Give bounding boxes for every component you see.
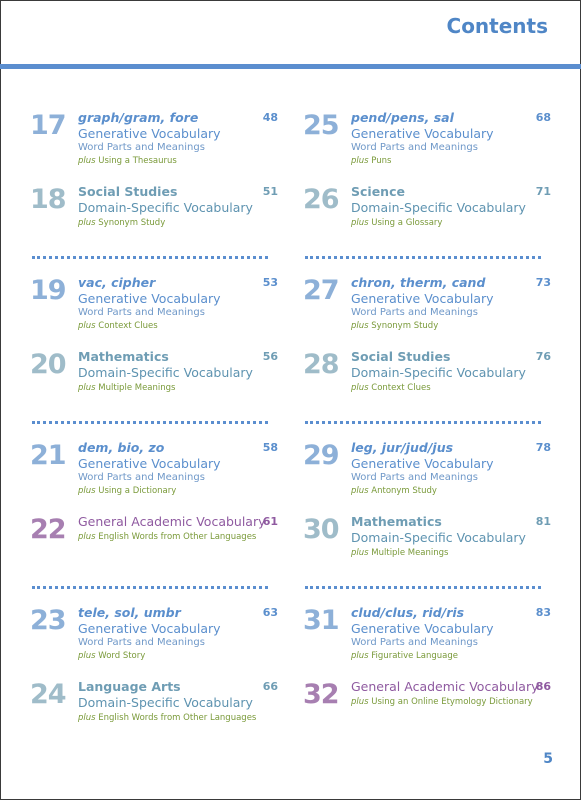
toc-entry[interactable] <box>303 603 553 677</box>
vocabulary-subtype: Word Parts and Meanings <box>351 142 478 153</box>
vocabulary-subtype: Word Parts and Meanings <box>78 637 205 648</box>
plus-topic: Multiple Meanings <box>371 548 449 558</box>
page-ref: 61 <box>262 515 278 528</box>
plus-line <box>351 546 541 560</box>
vocabulary-subtype: Word Parts and Meanings <box>78 142 205 153</box>
entry-body <box>78 184 268 230</box>
toc-entry[interactable] <box>303 677 553 751</box>
page-ref: 58 <box>262 441 278 454</box>
plus-label: plus <box>351 383 369 393</box>
entry-body <box>351 514 541 560</box>
page-ref: 53 <box>262 276 278 289</box>
plus-topic: Context Clues <box>371 383 431 393</box>
plus-line <box>351 154 541 168</box>
plus-line <box>78 216 268 230</box>
entry-body <box>351 110 541 168</box>
plus-line <box>351 484 541 498</box>
dotted-divider <box>305 586 541 603</box>
entry-body <box>78 275 268 333</box>
plus-topic: Antonym Study <box>371 486 437 496</box>
lesson-heading: tele, sol, umbr <box>78 605 181 620</box>
lesson-heading: dem, bio, zo <box>78 440 165 455</box>
lesson-number: 28 <box>303 349 339 380</box>
toc-entry[interactable] <box>30 677 280 751</box>
plus-line <box>351 319 541 333</box>
lesson-number: 24 <box>30 679 66 710</box>
vocabulary-type: Generative Vocabulary <box>351 126 494 141</box>
plus-label: plus <box>351 697 369 707</box>
dotted-divider <box>305 256 541 273</box>
plus-label: plus <box>351 651 369 661</box>
plus-topic: Synonym Study <box>98 218 166 228</box>
entry-body <box>78 514 268 544</box>
entry-body <box>78 110 268 168</box>
vocabulary-type: Domain-Specific Vocabulary <box>78 695 253 710</box>
lesson-heading: graph/gram, fore <box>78 110 199 125</box>
plus-label: plus <box>78 218 96 228</box>
page-title: Contents <box>446 14 548 38</box>
entry-body <box>78 679 268 725</box>
plus-line <box>351 381 541 395</box>
lesson-number: 32 <box>303 679 339 710</box>
plus-topic: Context Clues <box>98 321 158 331</box>
page-ref: 51 <box>262 185 278 198</box>
page-ref: 66 <box>262 680 278 693</box>
page-ref: 48 <box>262 111 278 124</box>
page-number: 5 <box>543 751 553 767</box>
plus-topic: English Words from Other Languages <box>98 713 257 723</box>
plus-topic: Puns <box>371 156 392 166</box>
toc-entry[interactable] <box>303 512 553 586</box>
plus-line <box>78 154 268 168</box>
page-ref: 78 <box>535 441 551 454</box>
vocabulary-type: Generative Vocabulary <box>351 456 494 471</box>
entry-body <box>351 275 541 333</box>
vocabulary-type: Generative Vocabulary <box>351 621 494 636</box>
lesson-heading: Language Arts <box>78 679 181 694</box>
vocabulary-subtype: Word Parts and Meanings <box>78 472 205 483</box>
vocabulary-subtype: Word Parts and Meanings <box>78 307 205 318</box>
lesson-number: 26 <box>303 184 339 215</box>
lesson-heading: General Academic Vocabulary <box>351 679 539 694</box>
page-ref: 68 <box>535 111 551 124</box>
plus-label: plus <box>351 486 369 496</box>
lesson-heading: Mathematics <box>351 514 442 529</box>
toc-entry[interactable] <box>30 603 280 677</box>
vocabulary-type: Domain-Specific Vocabulary <box>78 200 253 215</box>
toc-entry[interactable] <box>303 438 553 512</box>
plus-label: plus <box>78 532 96 542</box>
lesson-number: 19 <box>30 275 66 306</box>
lesson-number: 31 <box>303 605 339 636</box>
plus-line <box>78 530 268 544</box>
lesson-heading: chron, therm, cand <box>351 275 486 290</box>
plus-label: plus <box>78 321 96 331</box>
lesson-heading: Social Studies <box>78 184 178 199</box>
page-ref: 56 <box>262 350 278 363</box>
lesson-heading: General Academic Vocabulary <box>78 514 266 529</box>
toc-entry[interactable] <box>30 108 280 182</box>
vocabulary-type: Domain-Specific Vocabulary <box>78 365 253 380</box>
toc-entry[interactable] <box>30 512 280 586</box>
toc-entry[interactable] <box>30 347 280 421</box>
lesson-heading: vac, cipher <box>78 275 156 290</box>
lesson-number: 21 <box>30 440 66 471</box>
plus-line <box>78 381 268 395</box>
vocabulary-type: Domain-Specific Vocabulary <box>351 200 526 215</box>
page-ref: 71 <box>535 185 551 198</box>
page-ref: 73 <box>535 276 551 289</box>
plus-line <box>78 649 268 663</box>
entry-body <box>351 440 541 498</box>
plus-topic: Using an Online Etymology Dictionary <box>371 697 533 707</box>
toc-entry[interactable] <box>303 108 553 182</box>
page-ref: 63 <box>262 606 278 619</box>
dotted-divider <box>32 586 268 603</box>
plus-topic: Word Story <box>98 651 146 661</box>
entry-body <box>351 679 541 709</box>
plus-topic: Using a Thesaurus <box>98 156 177 166</box>
toc-entry[interactable] <box>30 182 280 256</box>
entry-body <box>351 349 541 395</box>
entry-body <box>351 184 541 230</box>
plus-line <box>78 711 268 725</box>
entry-body <box>78 605 268 663</box>
page-ref: 76 <box>535 350 551 363</box>
plus-label: plus <box>351 156 369 166</box>
lesson-number: 25 <box>303 110 339 141</box>
header-rule <box>0 64 581 69</box>
toc-entry[interactable] <box>30 273 280 347</box>
plus-label: plus <box>351 321 369 331</box>
plus-line <box>351 695 541 709</box>
lesson-number: 18 <box>30 184 66 215</box>
lesson-heading: Social Studies <box>351 349 451 364</box>
right-column <box>303 108 553 751</box>
vocabulary-subtype: Word Parts and Meanings <box>351 637 478 648</box>
lesson-heading: Mathematics <box>78 349 169 364</box>
plus-topic: Figurative Language <box>371 651 459 661</box>
page-ref: 86 <box>535 680 551 693</box>
plus-line <box>351 216 541 230</box>
vocabulary-type: Generative Vocabulary <box>78 621 221 636</box>
plus-line <box>78 484 268 498</box>
lesson-heading: Science <box>351 184 405 199</box>
lesson-heading: leg, jur/jud/jus <box>351 440 454 455</box>
plus-label: plus <box>78 383 96 393</box>
plus-label: plus <box>78 156 96 166</box>
vocabulary-type: Generative Vocabulary <box>78 126 221 141</box>
lesson-number: 22 <box>30 514 66 545</box>
lesson-heading: pend/pens, sal <box>351 110 454 125</box>
page-ref: 81 <box>535 515 551 528</box>
dotted-divider <box>32 421 268 438</box>
plus-topic: Using a Dictionary <box>98 486 177 496</box>
lesson-number: 20 <box>30 349 66 380</box>
vocabulary-subtype: Word Parts and Meanings <box>351 472 478 483</box>
lesson-number: 29 <box>303 440 339 471</box>
dotted-divider <box>32 256 268 273</box>
toc-entry[interactable] <box>303 182 553 256</box>
toc-entry[interactable] <box>303 273 553 347</box>
toc-entry[interactable] <box>303 347 553 421</box>
entry-body <box>78 440 268 498</box>
vocabulary-type: Generative Vocabulary <box>351 291 494 306</box>
lesson-number: 23 <box>30 605 66 636</box>
lesson-number: 27 <box>303 275 339 306</box>
vocabulary-type: Domain-Specific Vocabulary <box>351 530 526 545</box>
plus-label: plus <box>78 713 96 723</box>
plus-topic: Multiple Meanings <box>98 383 176 393</box>
vocabulary-type: Domain-Specific Vocabulary <box>351 365 526 380</box>
toc-entry[interactable] <box>30 438 280 512</box>
entry-body <box>351 605 541 663</box>
plus-label: plus <box>78 651 96 661</box>
plus-line <box>78 319 268 333</box>
page-ref: 83 <box>535 606 551 619</box>
plus-topic: Using a Glossary <box>371 218 443 228</box>
plus-topic: Synonym Study <box>371 321 439 331</box>
vocabulary-type: Generative Vocabulary <box>78 291 221 306</box>
plus-line <box>351 649 541 663</box>
lesson-number: 30 <box>303 514 339 545</box>
lesson-number: 17 <box>30 110 66 141</box>
vocabulary-subtype: Word Parts and Meanings <box>351 307 478 318</box>
left-column <box>30 108 280 751</box>
plus-label: plus <box>78 486 96 496</box>
plus-label: plus <box>351 548 369 558</box>
vocabulary-type: Generative Vocabulary <box>78 456 221 471</box>
plus-label: plus <box>351 218 369 228</box>
entry-body <box>78 349 268 395</box>
dotted-divider <box>305 421 541 438</box>
lesson-heading: clud/clus, rid/ris <box>351 605 465 620</box>
plus-topic: English Words from Other Languages <box>98 532 257 542</box>
